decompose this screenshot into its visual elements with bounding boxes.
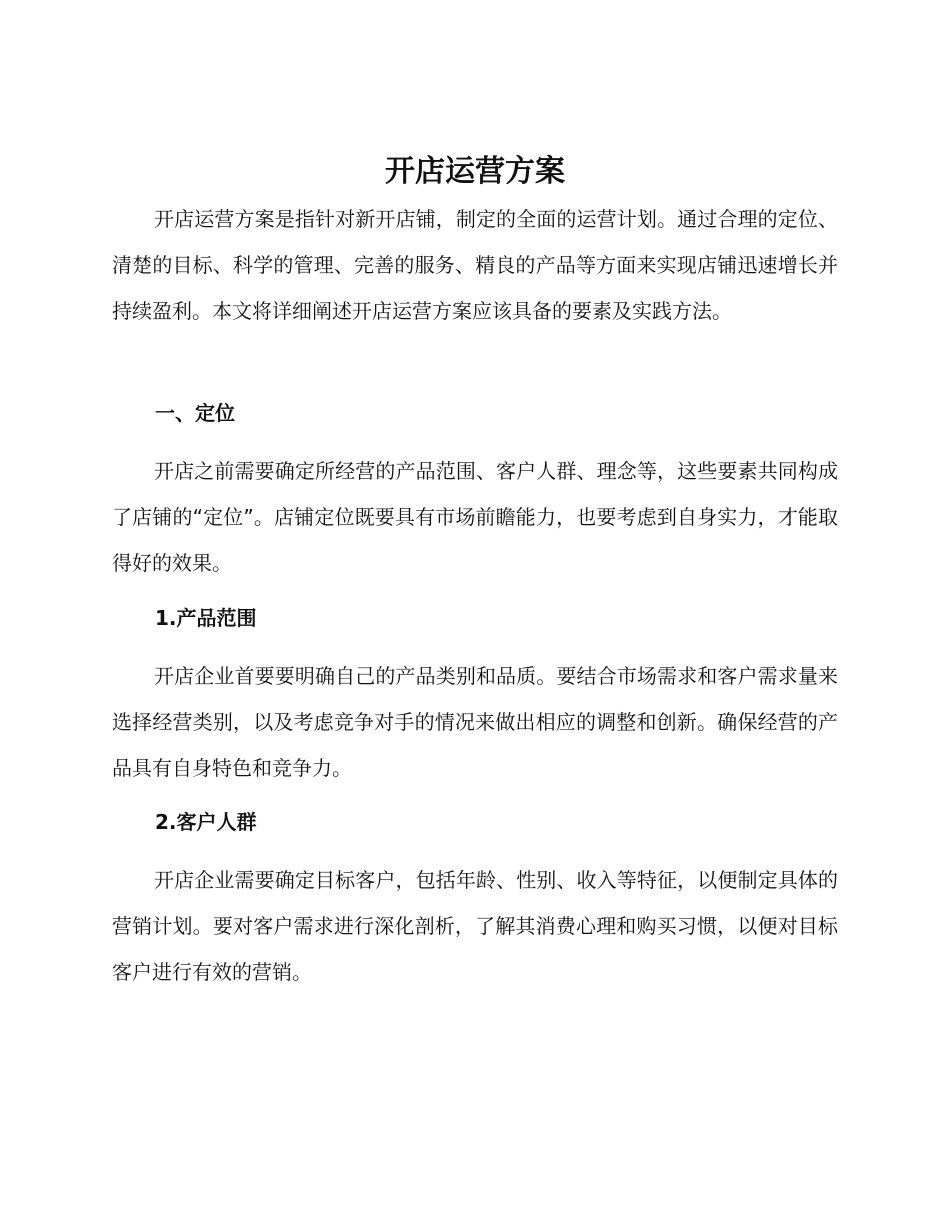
document-title: 开店运营方案 (385, 154, 565, 189)
subsection-heading-customer-group: 2.客户人群 (155, 810, 257, 834)
section-heading-positioning: 一、定位 (155, 401, 235, 425)
subsection-customer-group-paragraph: 开店企业需要确定目标客户，包括年龄、性别、收入等特征，以便制定具体的营销计划。要对客户需求进行深化剖析，了解其消费心理和购买习惯，以便对目标客户进行有效的营销。 (112, 868, 838, 984)
intro-paragraph: 开店运营方案是指针对新开店铺，制定的全面的运营计划。通过合理的定位、清楚的目标、科学的管理、完善的服务、精良的产品等方面来实现店铺迅速增长并持续盈利。本文将详细阐述开店运营方案应该具备的要素及实践方法。 (112, 207, 838, 323)
section-positioning-paragraph: 开店之前需要确定所经营的产品范围、客户人群、理念等，这些要素共同构成了店铺的“定位”。店铺定位既要具有市场前瞻能力，也要考虑到自身实力，才能取得好的效果。 (112, 459, 838, 575)
subsection-heading-product-range: 1.产品范围 (155, 606, 257, 630)
subsection-product-range-paragraph: 开店企业首要要明确自己的产品类别和品质。要结合市场需求和客户需求量来选择经营类别，以及考虑竞争对手的情况来做出相应的调整和创新。确保经营的产品具有自身特色和竞争力。 (112, 664, 838, 780)
